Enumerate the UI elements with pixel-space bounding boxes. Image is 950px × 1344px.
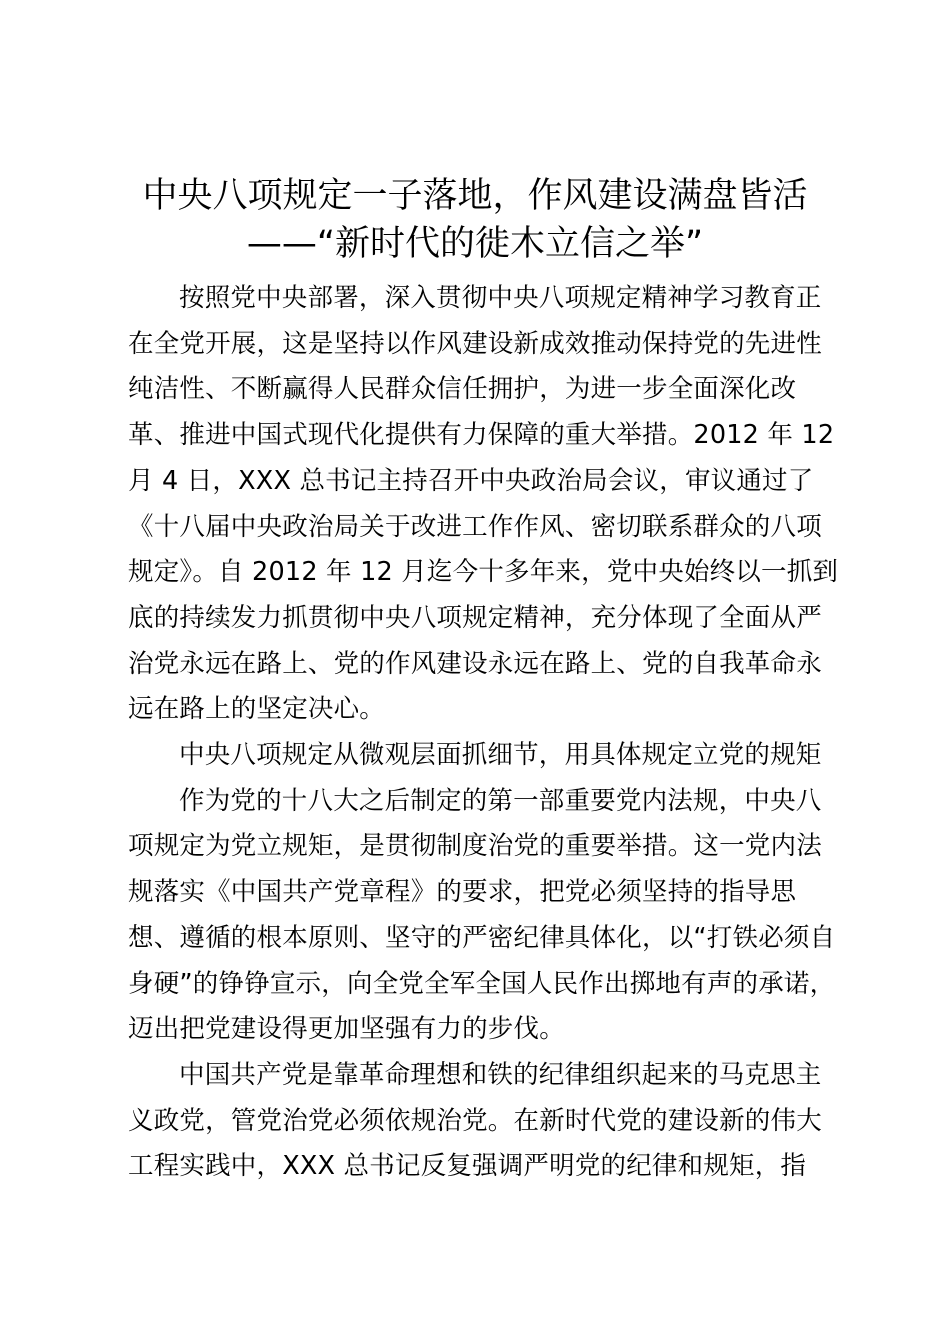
paragraph-line: 治党永远在路上、党的作风建设永远在路上、党的自我革命永 <box>128 648 822 679</box>
document-body <box>128 276 839 1190</box>
paragraph-line: 按照党中央部署，深入贯彻中央八项规定精神学习教育正 <box>179 283 822 313</box>
paragraph-line: 中国共产党是靠革命理想和铁的纪律组织起来的马克思主 <box>179 1059 822 1090</box>
paragraph-line: 月 4 日，XXX 总书记主持召开中央政治局会议，审议通过了 <box>128 465 814 496</box>
paragraph-line: 规定》。自 2012 年 12 月迄今十多年来，党中央始终以一抓到 <box>128 557 839 588</box>
paragraph-line: 纯洁性、不断赢得人民群众信任拥护，为进一步全面深化改 <box>128 374 797 405</box>
paragraph-line: 工程实践中，XXX 总书记反复强调严明党的纪律和规矩，指 <box>128 1151 807 1182</box>
paragraph-line: 规落实《中国共产党章程》的要求，把党必须坚持的指导思 <box>128 877 797 908</box>
paragraph-line: 在全党开展，这是坚持以作风建设新成效推动保持党的先进性 <box>128 328 822 359</box>
paragraph-line: 《十八届中央政治局关于改进工作作风、密切联系群众的八项 <box>128 511 822 542</box>
paragraph-line: 作为党的十八大之后制定的第一部重要党内法规，中央八 <box>179 785 822 816</box>
paragraph-line: 革、推进中国式现代化提供有力保障的重大举措。2012 年 12 <box>128 420 835 451</box>
paragraph-line: 底的持续发力抓贯彻中央八项规定精神，充分体现了全面从严 <box>128 602 822 633</box>
document-subtitle: ——“新时代的徙木立信之举” <box>246 224 704 264</box>
section-heading: 中央八项规定从微观层面抓细节，用具体规定立党的规矩 <box>179 740 822 771</box>
paragraph-line: 身硬”的铮铮宣示，向全党全军全国人民作出掷地有声的承诺， <box>128 968 836 999</box>
paragraph-line: 迈出把党建设得更加坚强有力的步伐。 <box>128 1014 565 1045</box>
paragraph-line: 义政党，管党治党必须依规治党。在新时代党的建设新的伟大 <box>128 1105 822 1136</box>
paragraph-line: 项规定为党立规矩，是贯彻制度治党的重要举措。这一党内法 <box>128 831 822 862</box>
document-title: 中央八项规定一子落地，作风建设满盘皆活 <box>142 176 808 216</box>
paragraph-line: 想、遵循的根本原则、坚守的严密纪律具体化，以“打铁必须自 <box>128 922 836 953</box>
paragraph-line: 远在路上的坚定决心。 <box>128 694 386 725</box>
